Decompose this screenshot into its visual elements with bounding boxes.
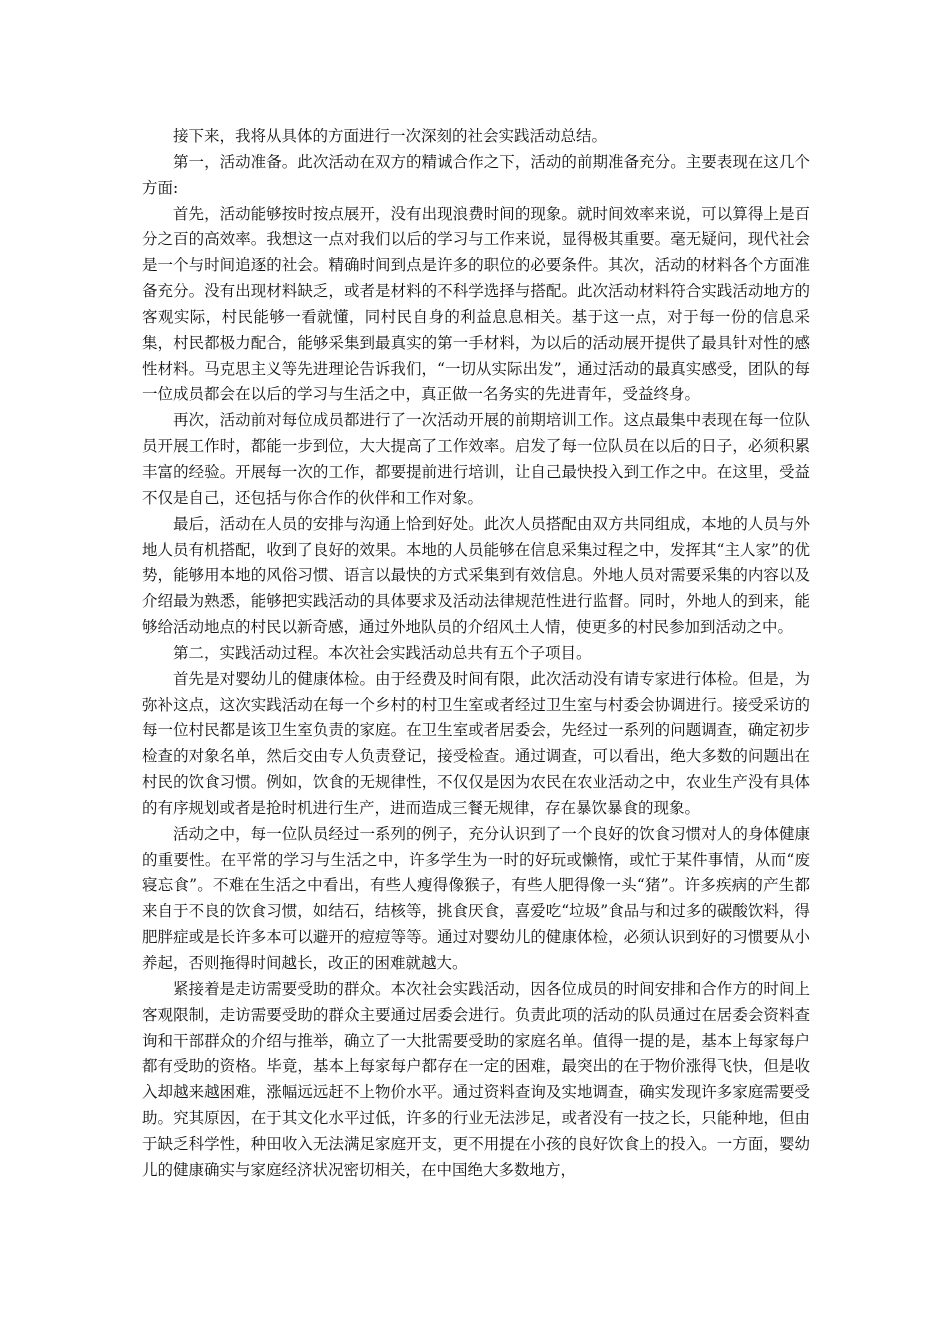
paragraph-training: 再次，活动前对每位成员都进行了一次活动开展的前期培训工作。这点最集中表现在每一位队员开展工作时，都能一步到位，大大提高了工作效率。启发了每一位队员在以后的日子，必须积累丰富的经验。开展每一次的工作，都要提前进行培训，让自己最快投入到工作之中。在这里，受益不仅是自己，还包括与你合作的伙伴和工作对象。 xyxy=(142,411,810,507)
paragraph-staffing: 最后，活动在人员的安排与沟通上恰到好处。此次人员搭配由双方共同组成，本地的人员与外地人员有机搭配，收到了良好的效果。本地的人员能够在信息采集过程之中，发挥其“主人家”的优势，能够用本地的风俗习惯、语言以最快的方式采集到有效信息。外地人员对需要采集的内容以及介绍最为熟悉，能够把实践活动的具体要求及活动法律规范性进行监督。同时，外地人的到来，能够给活动地点的村民以新奇感，通过外地队员的介绍风土人情，使更多的村民参加到活动之中。 xyxy=(142,514,810,637)
paragraph-intro: 接下来，我将从具体的方面进行一次深刻的社会实践活动总结。 xyxy=(173,127,608,145)
paragraph-timing-and-materials: 首先，活动能够按时按点展开，没有出现浪费时间的现象。就时间效率来说，可以算得上是百分之百的高效率。我想这一点对我们以后的学习与工作来说，显得极其重要。毫无疑问，现代社会是一个与时间追逐的社会。精确时间到点是许多的职位的必要条件。其次，活动的材料各个方面准备充分。没有出现材料缺乏，或者是材料的不科学选择与搭配。此次活动材料符合实践活动地方的客观实际，村民能够一看就懂，同村民自身的利益息息相关。基于这一点，对于每一份的信息采集，村民都极力配合，能够采集到最真实的第一手材料，为以后的活动展开提供了最具针对性的感性材料。马克思主义等先进理论告诉我们，“一切从实际出发”，通过活动的最真实感受，团队的每一位成员都会在以后的学习与生活之中，真正做一名务实的先进青年，受益终身。 xyxy=(142,204,810,404)
paragraph-visiting-families: 紧接着是走访需要受助的群众。本次社会实践活动，因各位成员的时间安排和合作方的时间上客观限制，走访需要受助的群众主要通过居委会进行。负责此项的活动的队员通过在居委会资料查询和干部群众的介绍与推举，确立了一大批需要受助的家庭名单。值得一提的是，基本上每家每户都有受助的资格。毕竟，基本上每家每户都存在一定的困难，最突出的在于物价涨得飞快，但是收入却越来越困难，涨幅远远赶不上物价水平。通过资料查询及实地调查，确实发现许多家庭需要受助。究其原因，在于其文化水平过低，许多的行业无法涉足，或者没有一技之长，只能种地，但由于缺乏科学性，种田收入无法满足家庭开支，更不用提在小孩的良好饮食上的投入。一方面，婴幼儿的健康确实与家庭经济状况密切相关，在中国绝大多数地方， xyxy=(142,979,810,1179)
paragraph-diet-habits: 活动之中，每一位队员经过一系列的例子，充分认识到了一个良好的饮食习惯对人的身体健康的重要性。在平常的学习与生活之中，许多学生为一时的好玩或懒惰，或忙于某件事情，从而“废寝忘食”。不难在生活之中看出，有些人瘦得像猴子，有些人肥得像一头“猪”。许多疾病的产生都来自于不良的饮食习惯，如结石，结核等，挑食厌食，喜爱吃“垃圾”食品与和过多的碳酸饮料，得肥胖症或是长许多本可以避开的痘痘等等。通过对婴幼儿的健康体检，必须认识到好的习惯要从小养起，否则拖得时间越长，改正的困难就越大。 xyxy=(142,824,810,972)
document-body xyxy=(142,124,810,1184)
paragraph-section-two-heading: 第二，实践活动过程。本次社会实践活动总共有五个子项目。 xyxy=(173,643,592,662)
paragraph-section-one-heading: 第一，活动准备。此次活动在双方的精诚合作之下，活动的前期准备充分。主要表现在这几个方面: xyxy=(142,152,810,197)
paragraph-infant-checkup: 首先是对婴幼儿的健康体检。由于经费及时间有限，此次活动没有请专家进行体检。但是，为弥补这点，这次实践活动在每一个乡村的村卫生室或者经过卫生室与村委会协调进行。接受采访的每一位村民都是该卫生室负责的家庭。在卫生室或者居委会，先经过一系列的问题调查，确定初步检查的对象名单，然后交由专人负责登记，接受检查。通过调查，可以看出，绝大多数的问题出在村民的饮食习惯。例如，饮食的无规律性，不仅仅是因为农民在农业活动之中，农业生产没有具体的有序规划或者是抢时机进行生产，进而造成三餐无规律，存在暴饮暴食的现象。 xyxy=(142,669,810,817)
